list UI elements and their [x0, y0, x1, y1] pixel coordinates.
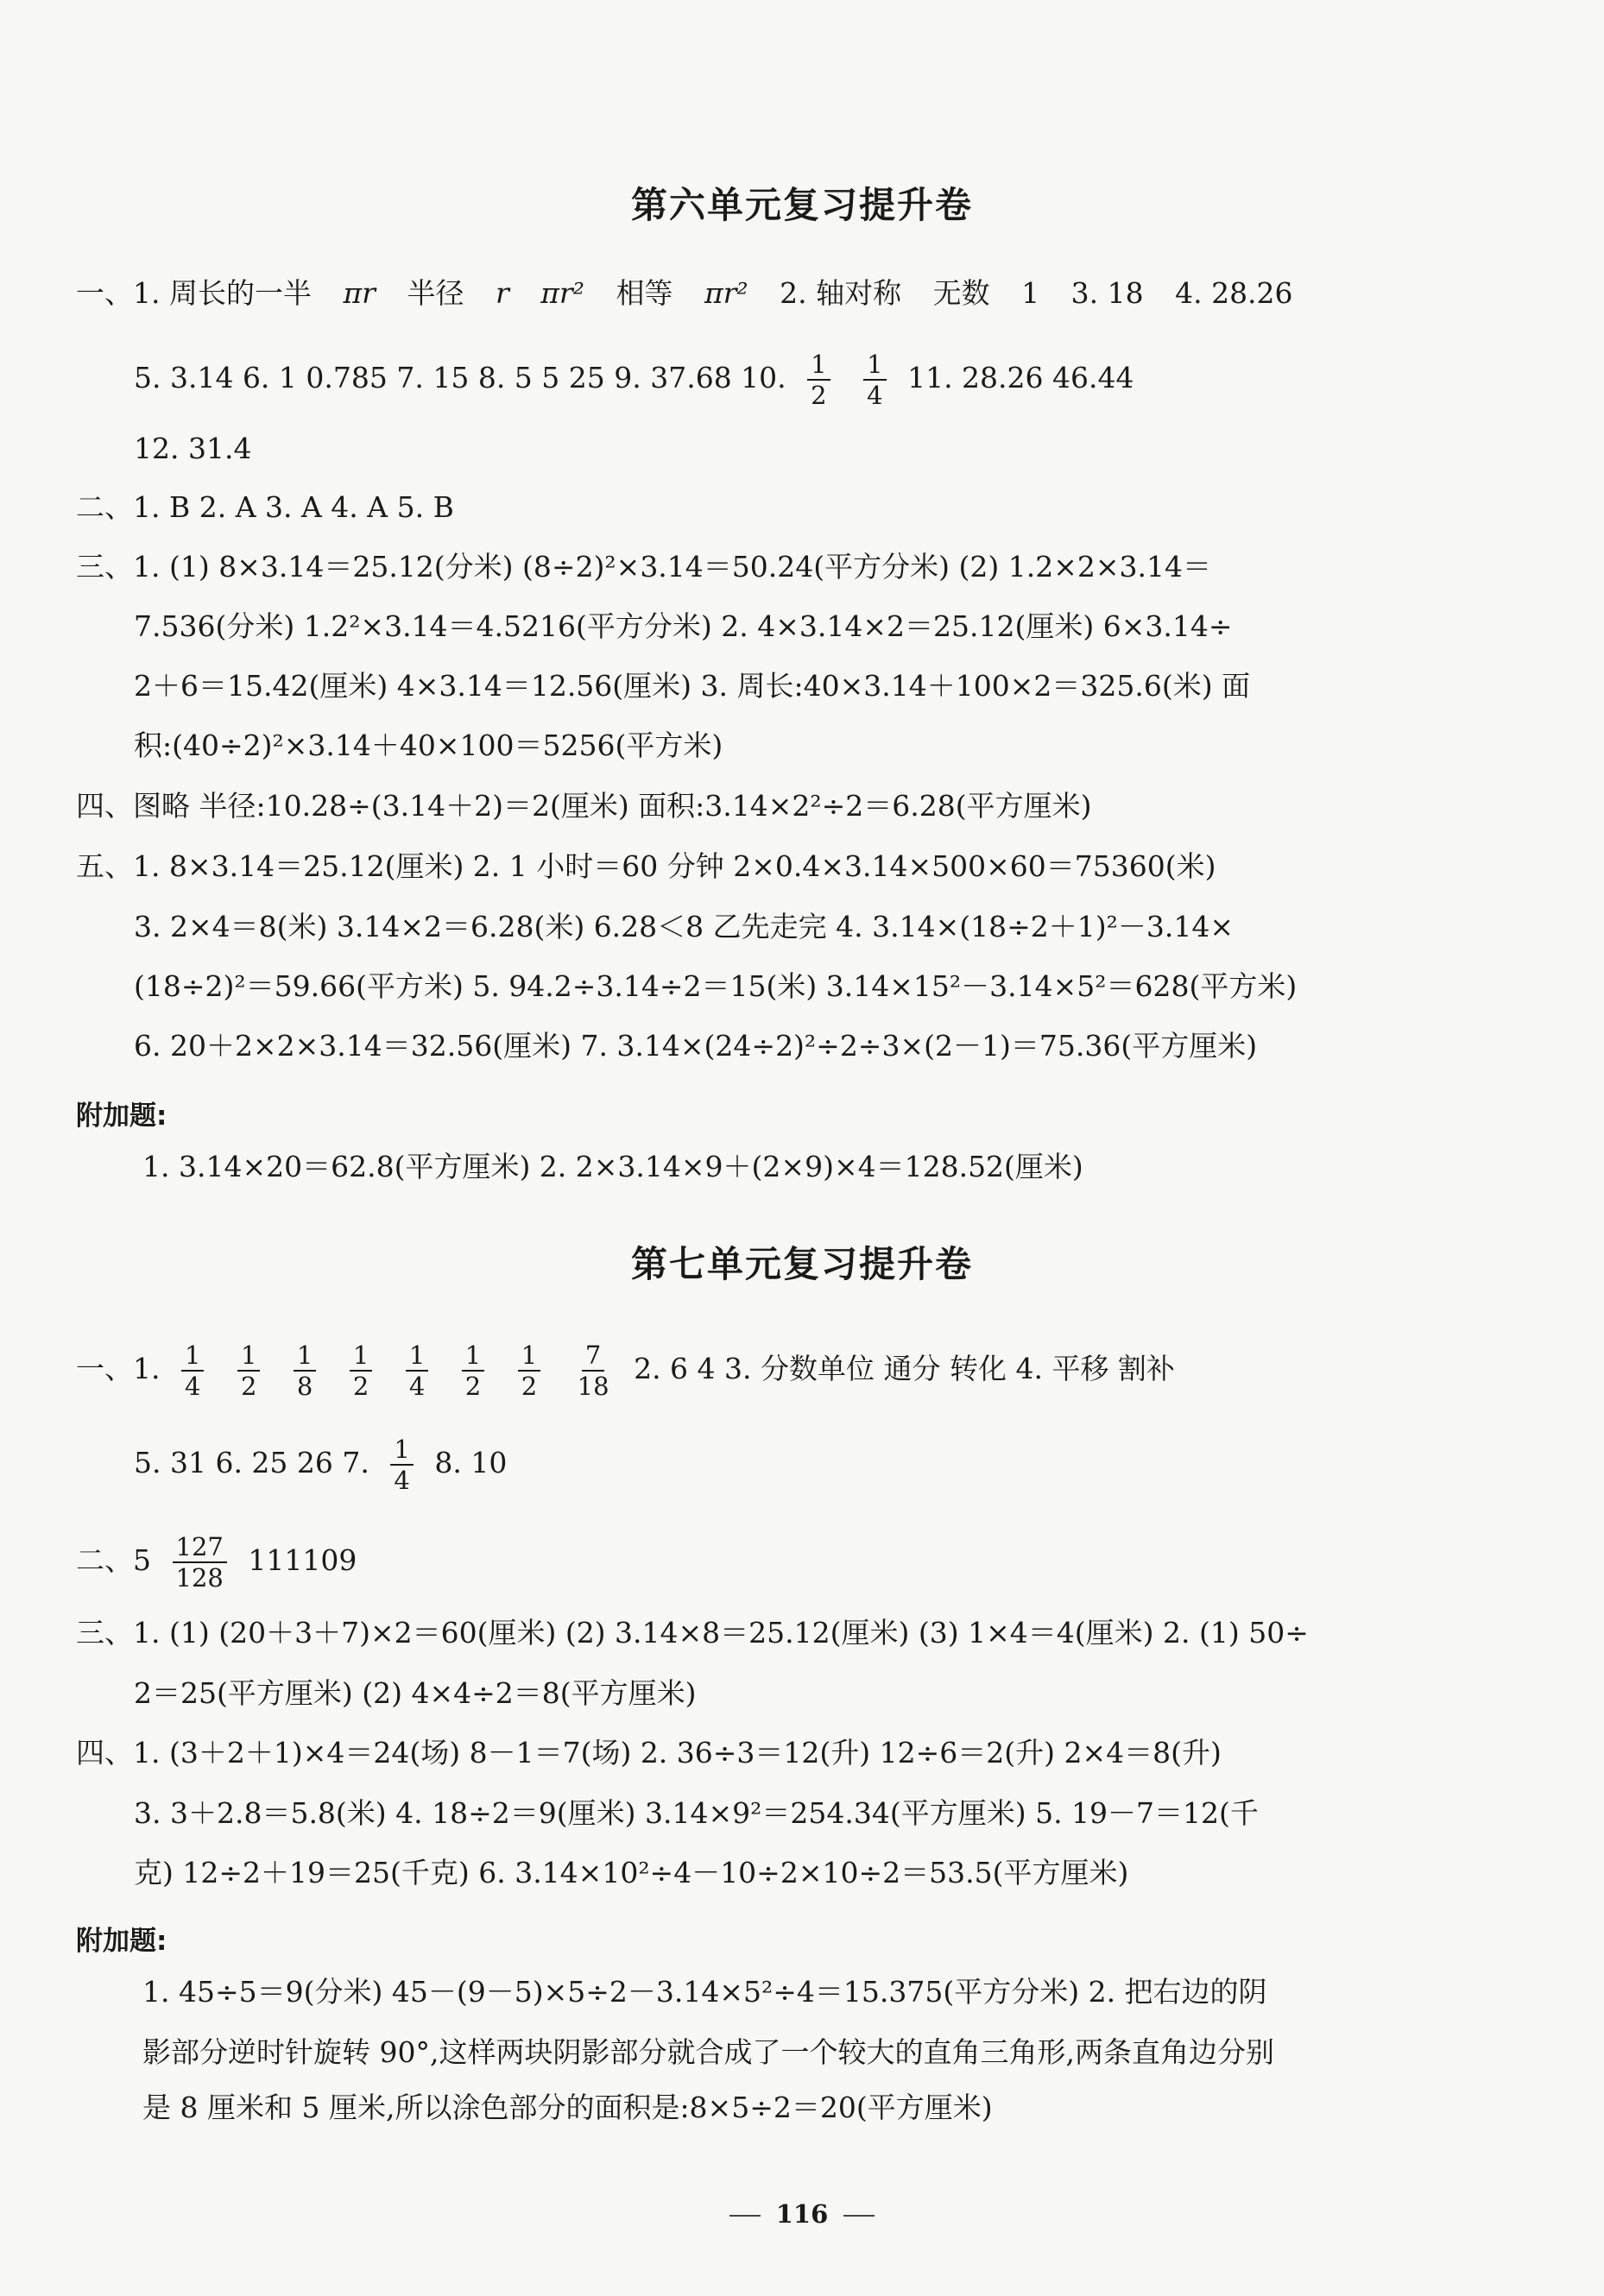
sec6-line-1 [76, 274, 1316, 312]
denominator: 4 [408, 1372, 426, 1401]
sec6-line-11: 3. 2×4＝8(米) 3.14×2＝6.28(米) 6.28＜8 乙先走完 4. 3.14×(18÷2＋1)²－3.14× [134, 910, 1234, 943]
text-run: 2. 6 4 3. 分数单位 通分 转化 4. 平移 割补 [634, 1352, 1175, 1385]
text-run: 111109 [248, 1543, 357, 1577]
denominator: 4 [185, 1372, 201, 1401]
numerator: 1 [807, 350, 830, 381]
sec6-line-8: 积:(40÷2)²×3.14＋40×100＝5256(平方米) [134, 729, 723, 762]
numerator: 127 [173, 1532, 227, 1563]
denominator: 128 [175, 1563, 224, 1593]
text-run: 相等 [616, 276, 673, 310]
sec6-extra-heading: 附加题: [76, 1101, 167, 1132]
sec7-extra-heading: 附加题: [76, 1926, 167, 1957]
text-run: 8. 10 [434, 1446, 508, 1479]
denominator: 8 [296, 1372, 313, 1401]
denominator: 2 [352, 1372, 369, 1401]
text-run: 4. 28.26 [1175, 276, 1293, 310]
fraction [350, 1340, 372, 1401]
dash-right [843, 2215, 875, 2217]
numerator: 1 [390, 1435, 413, 1466]
sec6-line-7: 2＋6＝15.42(厘米) 4×3.14＝12.56(厘米) 3. 周长:40×3.14＋100×2＝325.6(米) 面 [134, 669, 1251, 703]
fraction [173, 1532, 227, 1593]
section-7-title: 第七单元复习提升卷 [630, 1243, 973, 1285]
denominator: 2 [464, 1372, 482, 1401]
numerator: 1 [462, 1340, 484, 1372]
sec6-line-5: 三、1. (1) 8×3.14＝25.12(分米) (8÷2)²×3.14＝50.24(平方分米) (2) 1.2×2×3.14＝ [76, 550, 1211, 583]
sec6-line-4: 二、1. B 2. A 3. A 4. A 5. B [76, 490, 454, 524]
text-run: 1 [1021, 276, 1040, 310]
sec6-line-9: 四、图略 半径:10.28÷(3.14＋2)＝2(厘米) 面积:3.14×2²÷2＝6.28(平方厘米) [76, 789, 1092, 823]
text-run: 半径 [407, 276, 464, 310]
sec6-extra-line: 1. 3.14×20＝62.8(平方厘米) 2. 2×3.14×9＋(2×9)×4＝128.52(厘米) [142, 1150, 1083, 1183]
fraction [518, 1340, 540, 1401]
denominator: 2 [240, 1372, 257, 1401]
numerator: 1 [406, 1340, 428, 1372]
fraction [294, 1340, 316, 1401]
sec6-line-6: 7.536(分米) 1.2²×3.14＝4.5216(平方分米) 2. 4×3.14×2＝25.12(厘米) 6×3.14÷ [134, 609, 1233, 643]
denominator: 18 [577, 1372, 609, 1401]
fraction [574, 1340, 613, 1401]
fraction [181, 1340, 204, 1401]
text-run: 一、1. 周长的一半 [76, 276, 312, 310]
denominator: 2 [811, 381, 827, 410]
sec6-line-13: 6. 20＋2×2×3.14＝32.56(厘米) 7. 3.14×(24÷2)²÷2÷3×(2－1)＝75.36(平方厘米) [134, 1029, 1258, 1063]
sec7-extra-line-3: 是 8 厘米和 5 厘米,所以涂色部分的面积是:8×5÷2＝20(平方厘米) [142, 2091, 993, 2124]
numerator: 1 [863, 350, 886, 381]
text-run: 二、5 [76, 1543, 151, 1577]
numerator: 1 [518, 1340, 540, 1372]
sec7-extra-line-2: 影部分逆时针旋转 90°,这样两块阴影部分就合成了一个较大的直角三角形,两条直角边分别 [142, 2035, 1274, 2069]
text-run: r [495, 276, 509, 310]
text-run: 3. 18 [1070, 276, 1144, 310]
text-run: 无数 [932, 276, 990, 310]
text-run: 5. 3.14 6. 1 0.785 7. 15 8. 5 5 25 9. 37.68 10. [134, 361, 786, 394]
denominator: 4 [867, 381, 883, 410]
fraction [390, 1435, 413, 1495]
sec6-line-12: (18÷2)²＝59.66(平方米) 5. 94.2÷3.14÷2＝15(米) 3.14×15²－3.14×5²＝628(平方米) [134, 969, 1298, 1003]
page-number-text: 116 [775, 2199, 829, 2229]
sec7-line-8: 克) 12÷2＋19＝25(千克) 6. 3.14×10²÷4－10÷2×10÷2＝53.5(平方厘米) [134, 1856, 1129, 1889]
numerator: 1 [181, 1340, 204, 1372]
fraction [807, 350, 830, 410]
sec6-line-2 [134, 350, 1134, 410]
sec7-line-5: 2＝25(平方厘米) (2) 4×4÷2＝8(平方厘米) [134, 1676, 697, 1710]
sec7-line-1 [76, 1340, 1175, 1401]
fraction [406, 1340, 428, 1401]
numerator: 7 [582, 1340, 604, 1372]
sec7-line-6: 四、1. (3＋2＋1)×4＝24(场) 8－1＝7(场) 2. 36÷3＝12(升) 12÷6＝2(升) 2×4＝8(升) [76, 1736, 1222, 1769]
text-run: πr [343, 276, 376, 310]
text-run: 5. 31 6. 25 26 7. [134, 1446, 369, 1479]
dash-left [729, 2215, 761, 2217]
section-6-title: 第六单元复习提升卷 [630, 184, 973, 226]
sec6-line-3: 12. 31.4 [134, 432, 252, 465]
text-run: πr² [704, 276, 748, 310]
sec7-line-4: 三、1. (1) (20＋3＋7)×2＝60(厘米) (2) 3.14×8＝25.12(厘米) (3) 1×4＝4(厘米) 2. (1) 50÷ [76, 1616, 1309, 1649]
sec7-line-3 [76, 1532, 357, 1593]
fraction [462, 1340, 484, 1401]
text-run: 11. 28.26 46.44 [907, 361, 1134, 394]
sec7-line-2 [134, 1435, 507, 1495]
text-run: 一、1. [76, 1352, 161, 1385]
numerator: 1 [350, 1340, 372, 1372]
text-run: 2. 轴对称 [780, 276, 902, 310]
fraction [863, 350, 886, 410]
numerator: 1 [294, 1340, 316, 1372]
denominator: 4 [394, 1466, 410, 1495]
sec6-line-10: 五、1. 8×3.14＝25.12(厘米) 2. 1 小时＝60 分钟 2×0.4×3.14×500×60＝75360(米) [76, 849, 1216, 883]
page-number [0, 2199, 1604, 2229]
numerator: 1 [237, 1340, 260, 1372]
sec7-extra-line-1: 1. 45÷5＝9(分米) 45－(9－5)×5÷2－3.14×5²÷4＝15.375(平方分米) 2. 把右边的阴 [142, 1975, 1267, 2009]
sec7-line-7: 3. 3＋2.8＝5.8(米) 4. 18÷2＝9(厘米) 3.14×9²＝254.34(平方厘米) 5. 19－7＝12(千 [134, 1796, 1259, 1830]
text-run: πr² [540, 276, 584, 310]
denominator: 2 [521, 1372, 538, 1401]
fraction [237, 1340, 260, 1401]
